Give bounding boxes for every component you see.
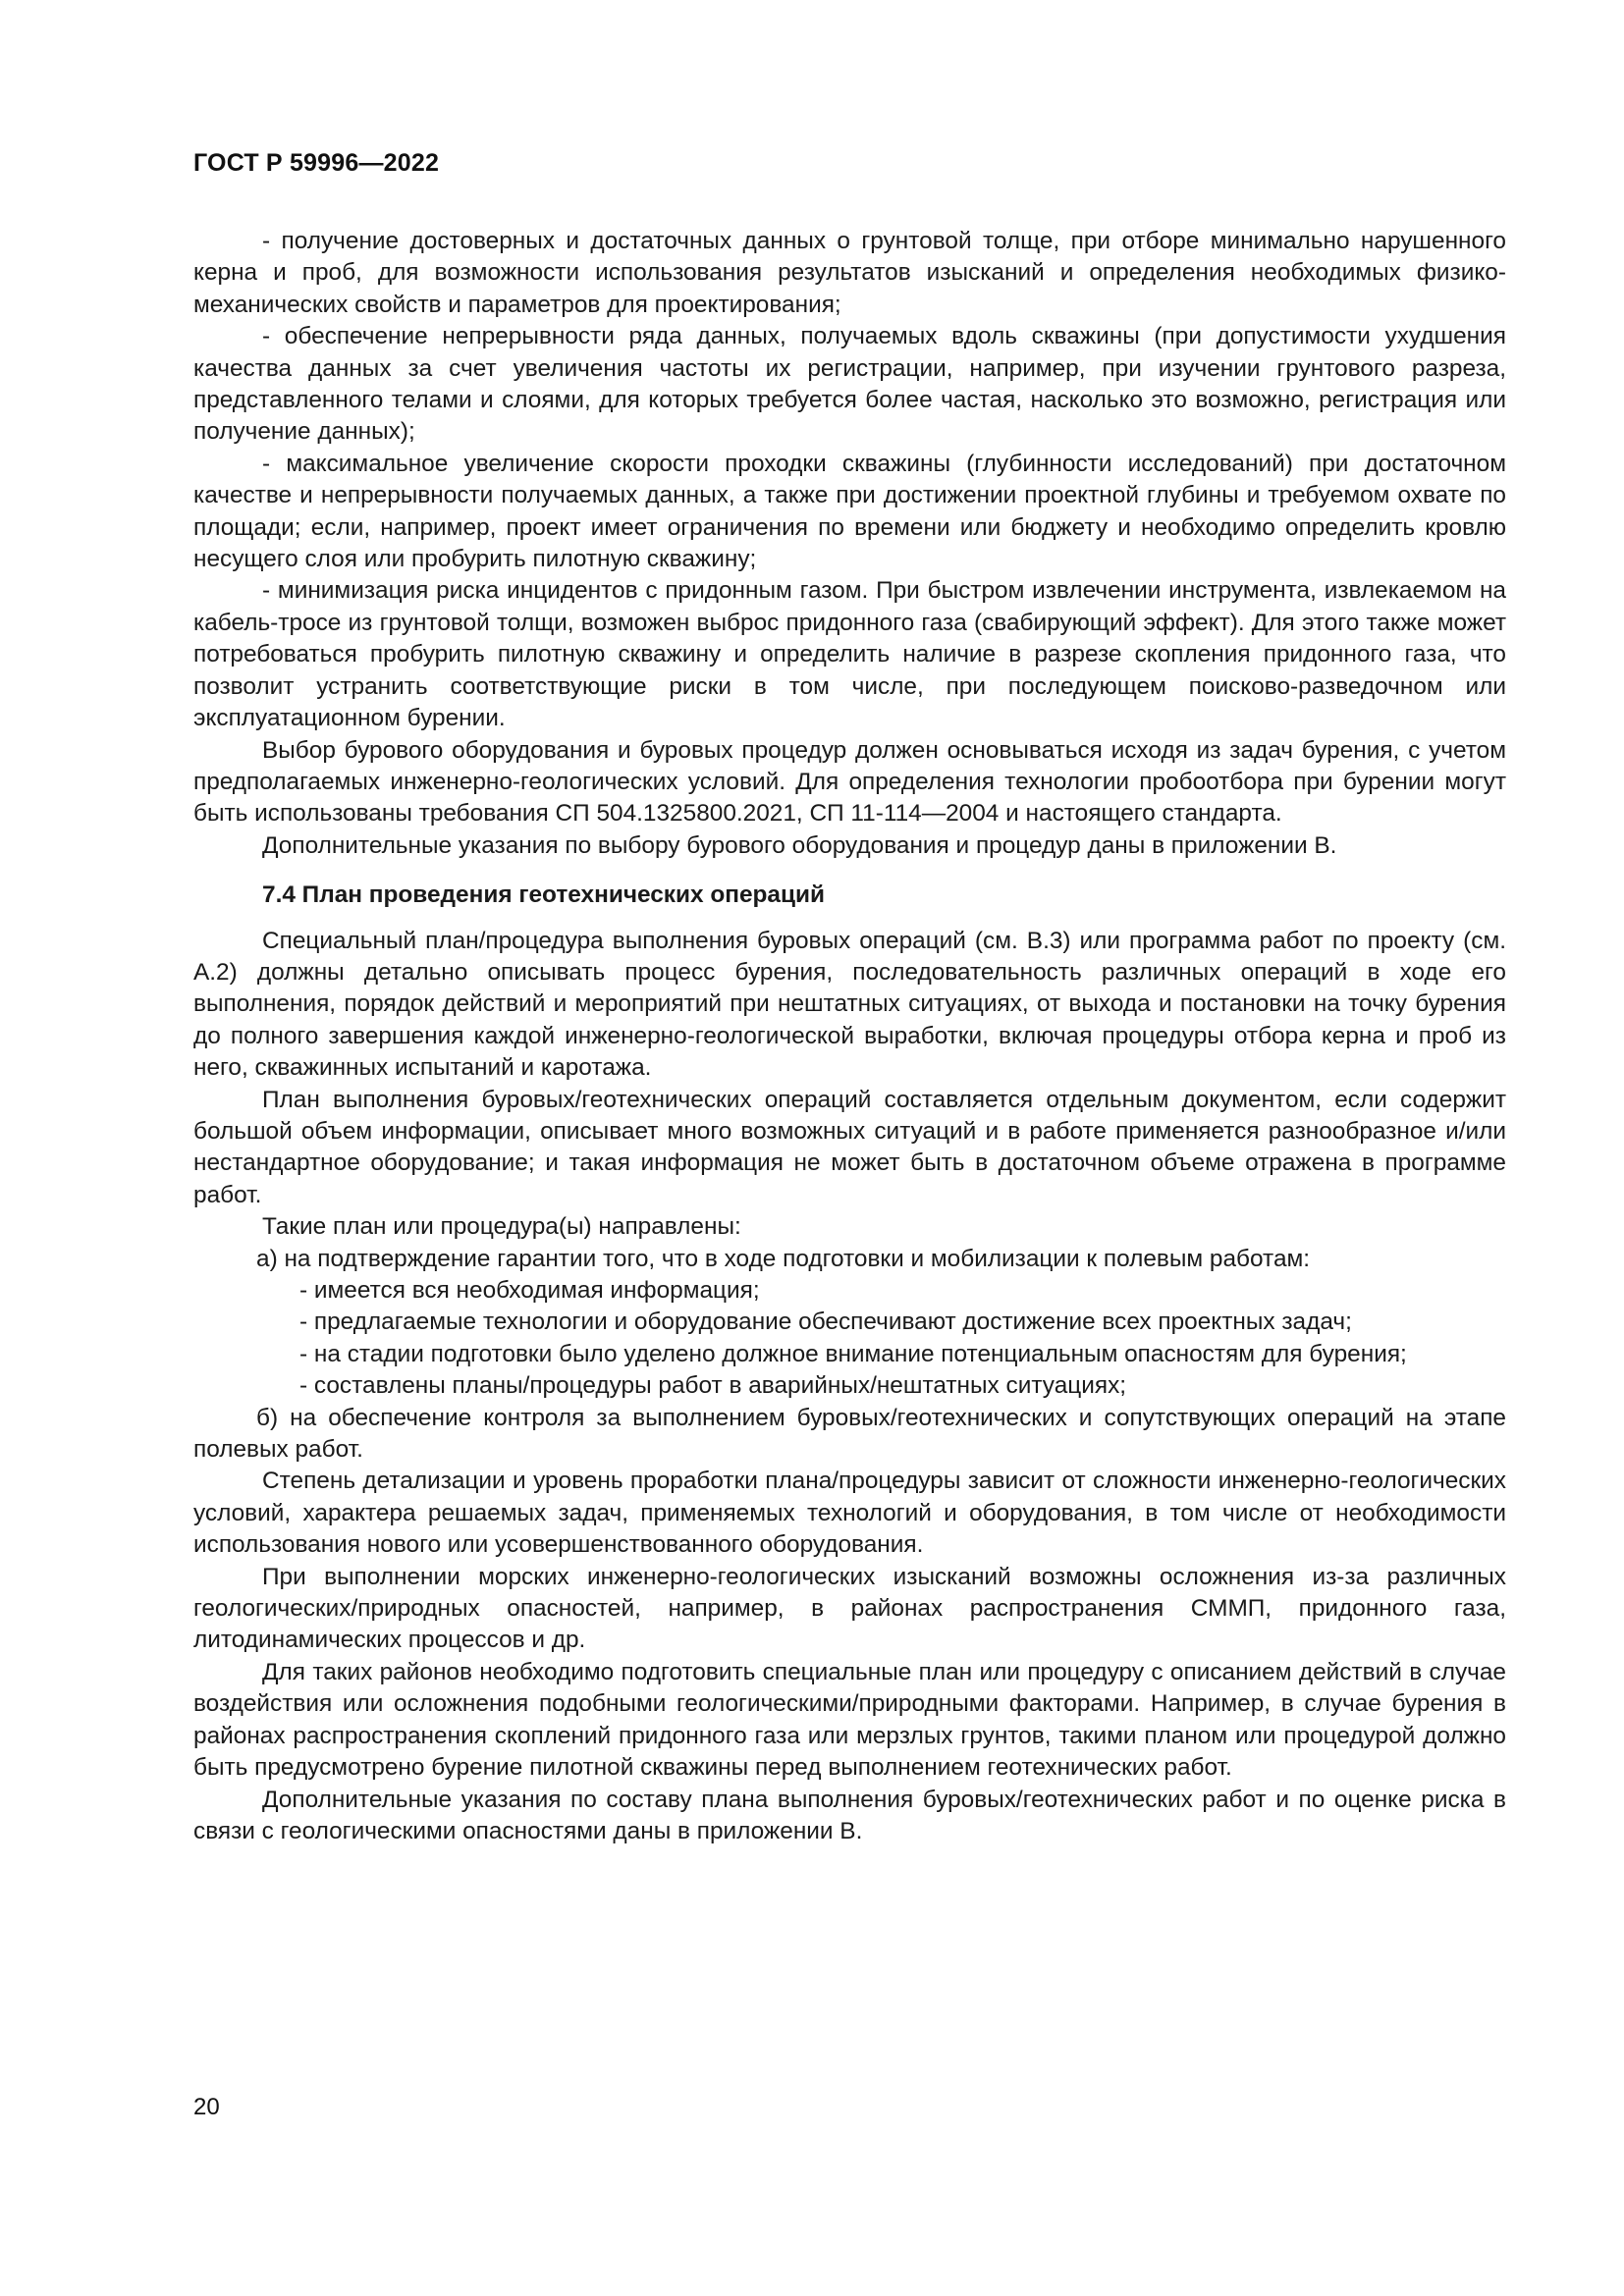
list-dash-item: - предлагаемые технологии и оборудование обеспечивают достижение всех проектных задач;	[299, 1308, 1352, 1336]
paragraph-bullet-data-continuity: - обеспечение непрерывности ряда данных, получаемых вдоль скважины (при допустимости ухудшения качества данных за счет увеличения частоты их регистрации, например, при изучении грунтового разреза, представленного телами и слоями, для которых требуется более частая, насколько это возможно, регистрация или получение данных);	[193, 323, 1506, 446]
paragraph-additional-equipment-guidance: Дополнительные указания по выбору бурового оборудования и процедур даны в приложении В.	[262, 831, 1337, 859]
paragraph-equipment-selection: Выбор бурового оборудования и буровых процедур должен основываться исходя из задач бурения, с учетом предполагаемых инженерно-геологических условий. Для определения технологии пробоотбора при бурении могут быть использованы требования СП 504.1325800.2021, СП 11-114—2004 и настоящего стандарта.	[193, 736, 1506, 828]
list-dash-item: - имеется вся необходимая информация;	[299, 1277, 760, 1304]
list-dash-item: - на стадии подготовки было уделено должное внимание потенциальным опасностям для бурения;	[299, 1340, 1407, 1367]
paragraph-bullet-gas-risk: - минимизация риска инцидентов с придонным газом. При быстром извлечении инструмента, извлекаемом на кабель-тросе из грунтовой толщи, возможен выброс придонного газа (свабирующий эффект). Для этого также может потребоваться пробурить пилотную скважину и определить наличие в разрезе скопления придонного газа, что позволит устранить соответствующие риски в том числе, при последующем поисково-разведочном или эксплуатационном бурении.	[193, 577, 1506, 732]
section-heading: 7.4 План проведения геотехнических операций	[262, 881, 825, 909]
paragraph-plan-aims: Такие план или процедура(ы) направлены:	[262, 1213, 741, 1241]
paragraph-plan-document: План выполнения буровых/геотехнических операций составляется отдельным документом, если содержит большой объем информации, описывает много возможных ситуаций и в работе применяется разнообразное и/или нестандартное оборудование; и такая информация не может быть в достаточном объеме отражена в программе работ.	[193, 1086, 1506, 1208]
document-body	[193, 226, 1506, 1847]
document-header: ГОСТ Р 59996—2022	[193, 149, 440, 177]
paragraph-bullet-data-quality: - получение достоверных и достаточных данных о грунтовой толще, при отборе минимально нарушенного керна и проб, для возможности использования результатов изысканий и определения необходимых физико-механических свойств и параметров для проектирования;	[193, 228, 1506, 318]
list-dash-item: - составлены планы/процедуры работ в аварийных/нештатных ситуациях;	[299, 1372, 1127, 1400]
paragraph-marine-surveys: При выполнении морских инженерно-геологических изысканий возможны осложнения из-за различных геологических/природных опасностей, например, в районах распространения СММП, придонного газа, литодинамических процессов и др.	[193, 1563, 1506, 1654]
list-item-b: б) на обеспечение контроля за выполнением буровых/геотехнических и сопутствующих операций на этапе полевых работ.	[193, 1404, 1506, 1464]
paragraph-special-plan: Специальный план/процедура выполнения буровых операций (см. В.3) или программа работ по проекту (см. А.2) должны детально описывать процесс бурения, последовательность различных операций в ходе его выполнения, порядок действий и мероприятий при нештатных ситуациях, от выхода и постановки на точку бурения до полного завершения каждой инженерно-геологической выработки, включая процедуры отбора керна и проб из него, скважинных испытаний и каротажа.	[193, 927, 1506, 1082]
page-number: 20	[193, 2094, 220, 2120]
paragraph-additional-plan-guidance: Дополнительные указания по составу плана выполнения буровых/геотехнических работ и по оценке риска в связи с геологическими опасностями даны в приложении В.	[193, 1786, 1506, 1844]
list-item-a: а) на подтверждение гарантии того, что в ходе подготовки и мобилизации к полевым работам:	[256, 1245, 1311, 1272]
paragraph-special-areas: Для таких районов необходимо подготовить специальные план или процедуру с описанием действий в случае воздействия или осложнения подобными геологическими/природными факторами. Например, в случае бурения в районах распространения скоплений придонного газа или мерзлых грунтов, такими планом или процедурой должно быть предусмотрено бурение пилотной скважины перед выполнением геотехнических работ.	[193, 1658, 1506, 1782]
paragraph-detail-level: Степень детализации и уровень проработки плана/процедуры зависит от сложности инженерно-геологических условий, характера решаемых задач, применяемых технологий и оборудования, в том числе от необходимости использования нового или усовершенствованного оборудования.	[193, 1468, 1506, 1559]
paragraph-bullet-drilling-speed: - максимальное увеличение скорости проходки скважины (глубинности исследований) при достаточном качестве и непрерывности получаемых данных, а также при достижении проектной глубины и требуемом охвате по площади; если, например, проект имеет ограничения по времени или бюджету и необходимо определить кровлю несущего слоя или пробурить пилотную скважину;	[193, 450, 1506, 573]
